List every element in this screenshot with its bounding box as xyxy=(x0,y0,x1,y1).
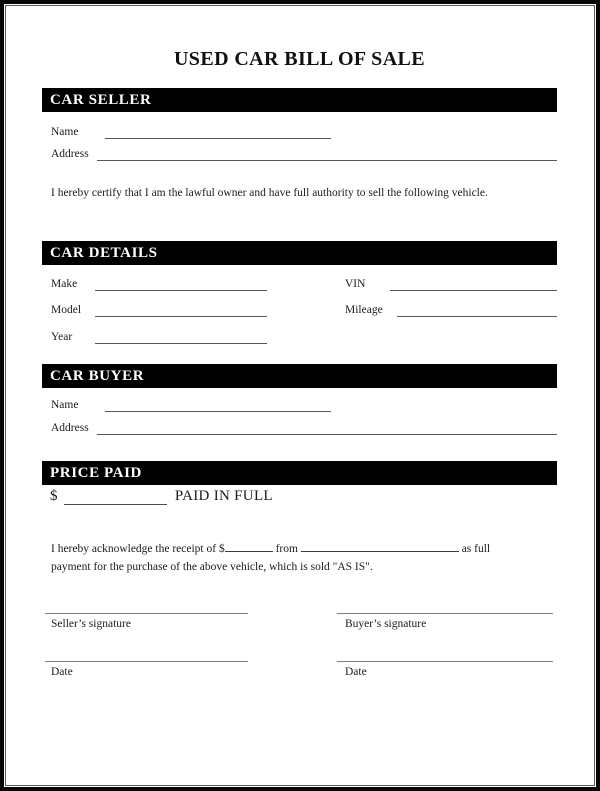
acknowledge-line1-end: as full xyxy=(461,543,491,555)
mileage-label: Mileage xyxy=(345,304,383,316)
buyer-address-label: Address xyxy=(51,422,89,434)
section-header-car-seller-label: CAR SELLER xyxy=(50,91,152,108)
section-header-car-buyer-label: CAR BUYER xyxy=(50,367,145,384)
section-header-price-paid-label: PRICE PAID xyxy=(50,464,142,481)
seller-date-block xyxy=(45,661,248,679)
acknowledge-line2: payment for the purchase of the above vehicle, which is sold "AS IS". xyxy=(51,560,373,573)
make-field-line xyxy=(95,289,267,291)
page-title: USED CAR BILL OF SALE xyxy=(173,48,426,70)
seller-address-label: Address xyxy=(51,148,89,160)
make-field xyxy=(51,277,305,291)
acknowledge-from-blank xyxy=(301,542,459,552)
section-header-car-buyer xyxy=(42,364,557,388)
year-field xyxy=(51,330,305,344)
section-header-car-seller xyxy=(42,88,557,112)
section-header-price-paid xyxy=(42,461,557,485)
acknowledge-amount-blank xyxy=(225,542,273,552)
currency-symbol: $ xyxy=(50,488,58,504)
buyer-name-field-line xyxy=(105,410,331,412)
buyer-signature-label: Buyer’s signature xyxy=(345,618,427,630)
seller-name-label: Name xyxy=(51,126,79,138)
vin-label: VIN xyxy=(345,278,366,290)
year-field-line xyxy=(95,342,267,344)
model-label: Model xyxy=(51,304,82,316)
seller-address-row xyxy=(42,143,557,161)
seller-address-field-line xyxy=(97,159,557,161)
make-label: Make xyxy=(51,278,78,290)
acknowledgment-paragraph xyxy=(42,541,557,576)
section-header-car-details xyxy=(42,241,557,265)
model-field-line xyxy=(95,315,267,317)
vin-field-line xyxy=(390,289,557,291)
acknowledge-from-word: from xyxy=(275,543,298,555)
buyer-signature-block xyxy=(337,613,553,631)
buyer-name-label: Name xyxy=(51,399,79,411)
buyer-address-row xyxy=(42,417,557,435)
details-row-3 xyxy=(42,326,557,344)
buyer-date-block xyxy=(337,661,553,679)
vin-field xyxy=(345,277,557,291)
seller-name-field-line xyxy=(105,137,331,139)
year-label: Year xyxy=(51,331,73,343)
price-row xyxy=(42,487,557,505)
paid-in-full-label: PAID IN FULL xyxy=(174,488,273,504)
section-header-car-details-label: CAR DETAILS xyxy=(50,244,158,261)
seller-date-label: Date xyxy=(51,666,73,678)
mileage-field xyxy=(345,303,557,317)
seller-signature-label: Seller’s signature xyxy=(51,618,131,630)
price-amount-field-line xyxy=(64,502,167,505)
seller-signature-block xyxy=(45,613,248,631)
details-row-1 xyxy=(42,273,557,291)
buyer-address-field-line xyxy=(97,433,557,435)
date-row xyxy=(42,661,557,679)
buyer-name-row xyxy=(42,394,557,412)
buyer-date-label: Date xyxy=(345,666,367,678)
model-field xyxy=(51,303,305,317)
signature-row xyxy=(42,613,557,631)
details-row-2 xyxy=(42,299,557,317)
page-content xyxy=(6,46,594,679)
page-inner-border xyxy=(5,5,595,786)
mileage-field-line xyxy=(397,315,557,317)
certify-statement: I hereby certify that I am the lawful owner and have full authority to sell the following vehicle. xyxy=(51,187,488,199)
seller-name-row xyxy=(42,121,557,139)
acknowledge-before-amount: I hereby acknowledge the receipt of $ xyxy=(51,543,225,555)
